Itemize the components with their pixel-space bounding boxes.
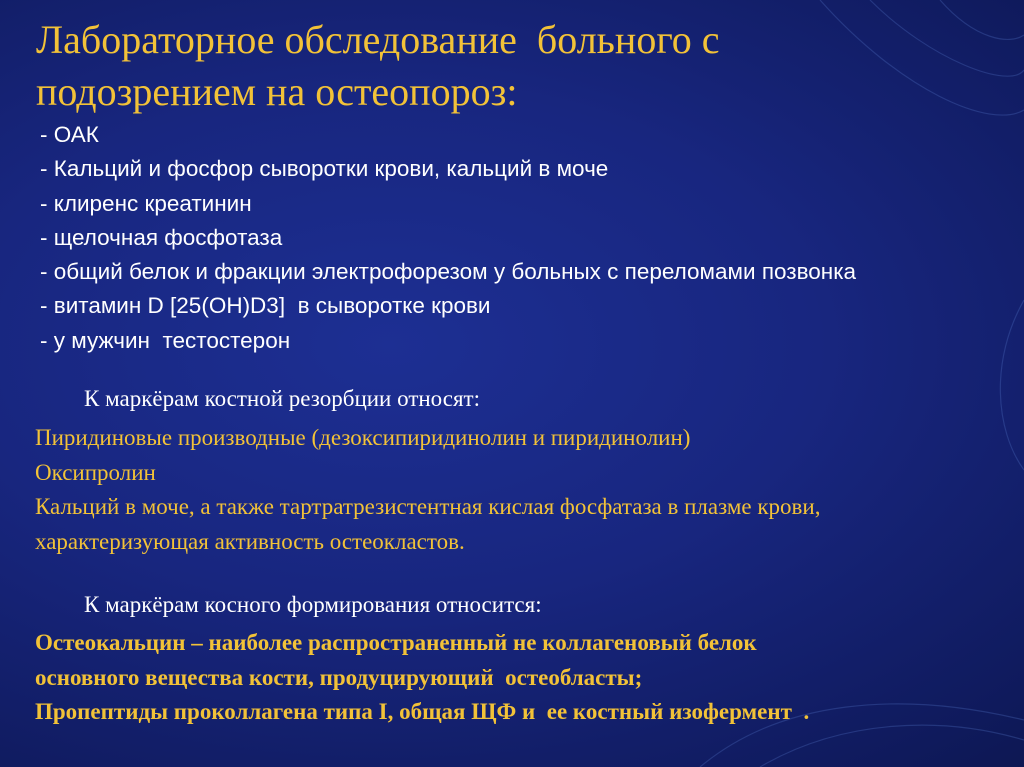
resorption-marker-line: Пиридиновые производные (дезоксипиридинолин и пиридинолин) — [35, 425, 691, 450]
lab-test-item: - клиренс креатинин — [40, 190, 252, 216]
lab-test-item: - щелочная фосфотаза — [40, 224, 283, 250]
resorption-marker-line: Кальций в моче, а также тартратрезистентная кислая фосфатаза в плазме крови, — [35, 494, 821, 519]
lab-test-item: - у мужчин тестостерон — [40, 327, 291, 353]
lab-test-item: - Кальций и фосфор сыворотки крови, кальций в моче — [40, 156, 609, 182]
formation-marker-line: Остеокальцин – наиболее распространенный не коллагеновый белок — [35, 630, 757, 655]
slide-title-line-2: подозрением на остеопороз: — [36, 69, 518, 114]
formation-marker-line: основного вещества кости, продуцирующий остеобласты; — [35, 664, 643, 690]
slide-title — [36, 14, 996, 118]
resorption-markers-heading: К маркёрам костной резорбции относят: — [84, 386, 480, 411]
lab-test-item: - общий белок и фракции электрофорезом у больных с переломами позвонка — [40, 259, 857, 285]
resorption-marker-line: характеризующая активность остеокластов. — [35, 528, 465, 554]
formation-markers-heading: К маркёрам косного формирования относится: — [84, 592, 542, 617]
lab-test-item: - витамин D [25(OH)D3] в сыворотке крови — [40, 293, 491, 319]
lab-test-item: - ОАК — [40, 122, 99, 147]
resorption-markers-list — [35, 421, 1020, 559]
slide-title-line-1: Лабораторное обследование больного с — [36, 17, 720, 62]
formation-markers-list — [35, 626, 1020, 730]
lab-tests-list — [40, 118, 1010, 358]
resorption-marker-line: Оксипролин — [35, 459, 156, 485]
formation-marker-line: Пропептиды проколлагена типа I, общая ЩФ и ее костный изофермент . — [35, 699, 810, 724]
